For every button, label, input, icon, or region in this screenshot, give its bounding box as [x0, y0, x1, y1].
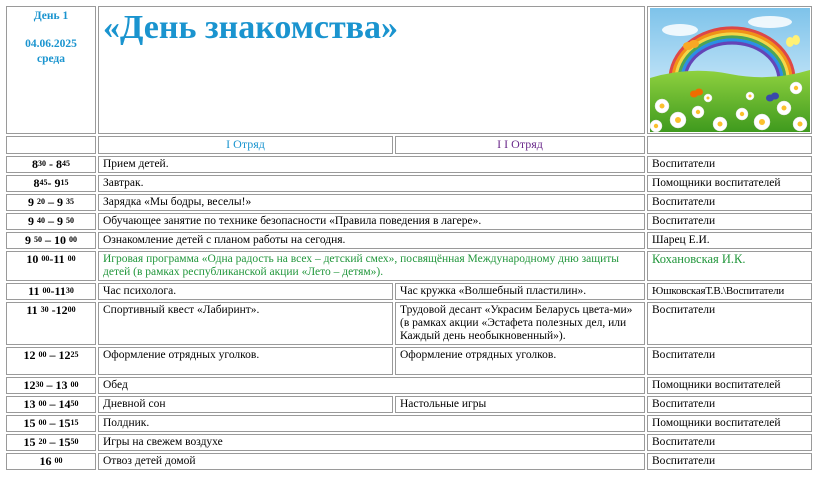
page-title [98, 6, 645, 134]
title-text: «День знакомства» [103, 9, 399, 46]
activity-cell: Обучающее занятие по технике безопасности «Правила поведения в лагере». [98, 213, 645, 230]
activity-cell-squad-2: Оформление отрядных уголков. [395, 347, 645, 375]
table-row [6, 232, 812, 249]
activity-cell: Отвоз детей домой [98, 453, 645, 470]
activity-cell: Спортивный квест «Лабиринт». [98, 302, 393, 345]
responsible-cell: Воспитатели [647, 434, 812, 451]
table-row [6, 302, 812, 345]
table-row [6, 377, 812, 394]
table-row [6, 194, 812, 211]
table-row [6, 396, 812, 413]
table-row [6, 156, 812, 173]
responsible-cell: Воспитатели [647, 347, 812, 375]
table-row [6, 415, 812, 432]
table-row [6, 175, 812, 192]
illustration-cell [647, 6, 812, 134]
activity-cell-squad-2: Трудовой десант «Украсим Беларусь цвета-ми» (в рамках акции «Эстафета полезных дел, или Каждый день необыкновенный»). [395, 302, 645, 345]
table-row [6, 251, 812, 281]
time-cell: 16 $^{00}$ [6, 453, 96, 470]
time-cell: 15 $^{20} - 15^{50}$ [6, 434, 96, 451]
activity-cell: Обед [98, 377, 645, 394]
day-label: День 1 [33, 10, 69, 22]
activity-cell: Ознакомление детей с планом работы на сегодня. [98, 232, 645, 249]
responsible-cell: Воспитатели [647, 302, 812, 345]
time-cell: 9 $^{40}$ – 9 $^{50}$ [6, 213, 96, 230]
responsible-cell: Помощники воспитателей [647, 377, 812, 394]
empty-head-cell [647, 136, 812, 154]
time-cell: $8^{30} - 8^{45}$ [6, 156, 96, 173]
table-row [6, 434, 812, 451]
time-cell: 11 $^{30}$ $-12^{00}$ [6, 302, 96, 345]
responsible-cell: Помощники воспитателей [647, 175, 812, 192]
activity-cell: Час психолога. [98, 283, 393, 300]
empty-head-cell [6, 136, 96, 154]
time-cell: 12 $^{00} - 12^{25}$ [6, 347, 96, 375]
responsible-cell: Помощники воспитателей [647, 415, 812, 432]
schedule-document [4, 4, 810, 472]
schedule-table [4, 4, 814, 472]
table-row [6, 347, 812, 375]
activity-cell: Игры на свежем воздухе [98, 434, 645, 451]
responsible-cell: ЮшковскаяТ.В.\Воспитатели [647, 283, 812, 300]
time-cell: 13 $^{00} - 14^{50}$ [6, 396, 96, 413]
activity-cell: Зарядка «Мы бодры, веселы!» [98, 194, 645, 211]
squads-header-row [6, 136, 812, 154]
weekday-text: среда [36, 53, 66, 65]
table-row [6, 283, 812, 300]
responsible-cell: Воспитатели [647, 156, 812, 173]
time-cell: 9 $^{50}$ – 10 $^{00}$ [6, 232, 96, 249]
activity-cell: Прием детей. [98, 156, 645, 173]
responsible-cell: Воспитатели [647, 213, 812, 230]
meadow-rainbow-illustration [650, 8, 810, 132]
time-cell: 11 $^{00}-11^{30}$ [6, 283, 96, 300]
responsible-cell: Кохановская И.К. [647, 251, 812, 281]
responsible-cell: Воспитатели [647, 453, 812, 470]
squad-2-header: I I Отряд [395, 136, 645, 154]
responsible-cell: Шарец Е.И. [647, 232, 812, 249]
time-cell: 10 $^{00}$-11 $^{00}$ [6, 251, 96, 281]
responsible-cell: Воспитатели [647, 396, 812, 413]
activity-cell: Полдник. [98, 415, 645, 432]
activity-cell: Дневной сон [98, 396, 393, 413]
activity-cell-squad-2: Час кружка «Волшебный пластилин». [395, 283, 645, 300]
table-row [6, 213, 812, 230]
squad-1-header: I Отряд [98, 136, 393, 154]
activity-cell: Завтрак. [98, 175, 645, 192]
activity-cell-squad-2: Настольные игры [395, 396, 645, 413]
table-row [6, 453, 812, 470]
activity-cell: Оформление отрядных уголков. [98, 347, 393, 375]
time-cell: 9 $^{20}$ – 9 $^{35}$ [6, 194, 96, 211]
time-cell: $8^{45}-$ $9^{15}$ [6, 175, 96, 192]
activity-cell: Игровая программа «Одна радость на всех – детский смех», посвящённая Международному дню защиты детей (в рамках республиканской акции «Лето – детям»). [98, 251, 645, 281]
date-text: 04.06.2025 [25, 38, 77, 50]
time-cell: 15 $^{00} - 15^{15}$ [6, 415, 96, 432]
day-info-cell [6, 6, 96, 134]
header-row [6, 6, 812, 134]
responsible-cell: Воспитатели [647, 194, 812, 211]
time-cell: $12^{30} - 13$ $^{00}$ [6, 377, 96, 394]
